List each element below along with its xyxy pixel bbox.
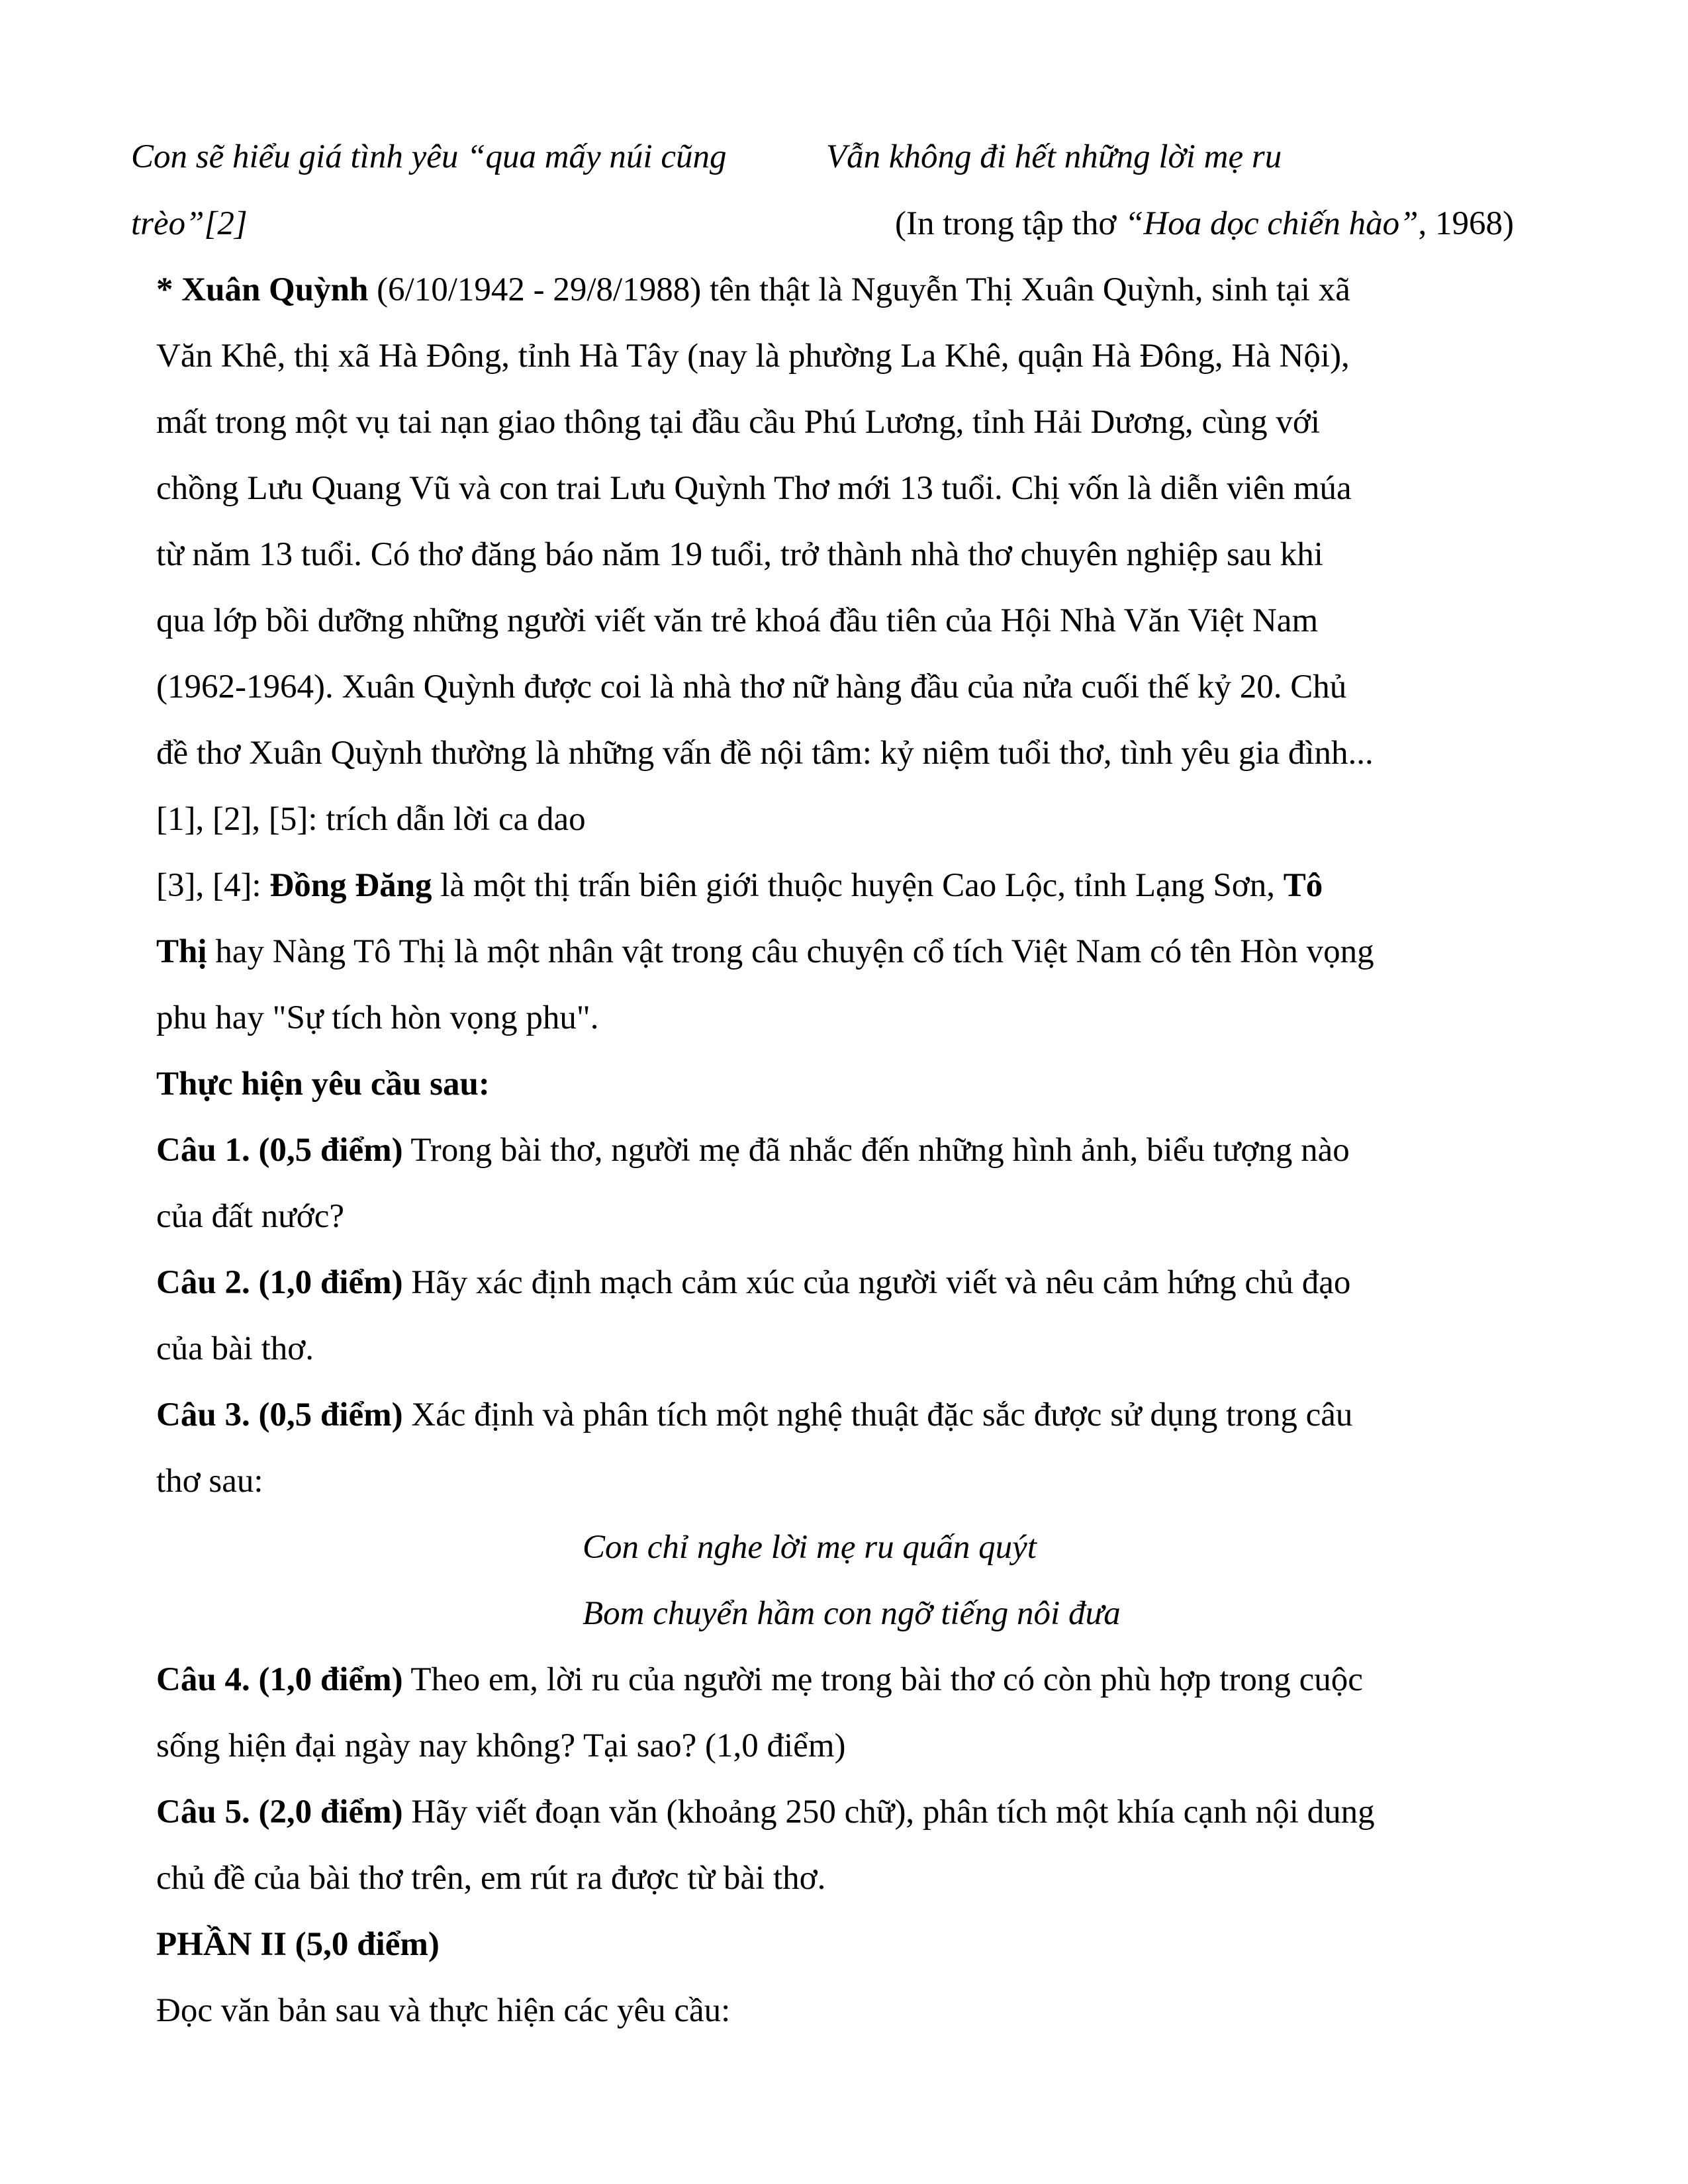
reference-3-4-prefix: [3], [4]: bbox=[156, 867, 270, 904]
verse-line-1: Con chỉ nghe lời mẹ ru quấn quýt bbox=[583, 1529, 1037, 1566]
question-2-text: Hãy xác định mạch cảm xúc của người viết và nêu cảm hứng chủ đạo bbox=[402, 1264, 1351, 1301]
poem-line-left-2: trèo”[2] bbox=[131, 205, 248, 242]
question-1-text: Trong bài thơ, người mẹ đã nhắc đến những hình ảnh, biểu tượng nào bbox=[402, 1132, 1350, 1169]
verse-line-2: Bom chuyển hầm con ngỡ tiếng nôi đưa bbox=[583, 1595, 1121, 1632]
question-5-cont: chủ đề của bài thơ trên, em rút ra được từ bài thơ. bbox=[156, 1860, 826, 1897]
question-1-cont: của đất nước? bbox=[156, 1198, 344, 1235]
question-1-label: Câu 1. (0,5 điểm) bbox=[156, 1132, 403, 1169]
poem-source-title: “Hoa dọc chiến hào” bbox=[1125, 205, 1419, 242]
question-4-text: Theo em, lời ru của người mẹ trong bài thơ có còn phù hợp trong cuộc bbox=[402, 1661, 1363, 1698]
tasks-heading: Thực hiện yêu cầu sau: bbox=[156, 1066, 490, 1103]
question-3-cont: thơ sau: bbox=[156, 1463, 263, 1500]
author-line: đề thơ Xuân Quỳnh thường là những vấn đề nội tâm: kỷ niệm tuổi thơ, tình yêu gia đình... bbox=[156, 735, 1374, 772]
reference-1-2-5: [1], [2], [5]: trích dẫn lời ca dao bbox=[156, 801, 586, 838]
question-2-cont: của bài thơ. bbox=[156, 1330, 314, 1367]
question-2 bbox=[156, 1266, 1350, 1300]
author-name: Xuân Quỳnh bbox=[181, 271, 369, 308]
author-line: (1962-1964). Xuân Quỳnh được coi là nhà thơ nữ hàng đầu của nửa cuối thế kỷ 20. Chủ bbox=[156, 668, 1347, 705]
part-2-instruction: Đọc văn bản sau và thực hiện các yêu cầu: bbox=[156, 1992, 731, 2029]
poem-source-prefix: (In trong tập thơ bbox=[895, 205, 1125, 242]
author-line: Văn Khê, thị xã Hà Đông, tỉnh Hà Tây (nay là phường La Khê, quận Hà Đông, Hà Nội), bbox=[156, 338, 1350, 375]
question-2-label: Câu 2. (1,0 điểm) bbox=[156, 1264, 403, 1301]
question-5-label: Câu 5. (2,0 điểm) bbox=[156, 1794, 403, 1831]
reference-3-4-line-3: phu hay "Sự tích hòn vọng phu". bbox=[156, 999, 599, 1036]
term-to-thi-b: Thị bbox=[156, 933, 207, 970]
author-line: từ năm 13 tuổi. Có thơ đăng báo năm 19 tuổi, trở thành nhà thơ chuyên nghiệp sau khi bbox=[156, 536, 1323, 573]
reference-3-4-line-2 bbox=[156, 935, 1374, 969]
poem-line-right-1: Vẫn không đi hết những lời mẹ ru bbox=[826, 138, 1282, 175]
reference-3-4-mid: là một thị trấn biên giới thuộc huyện Cao Lộc, tỉnh Lạng Sơn, bbox=[432, 867, 1284, 904]
author-line: mất trong một vụ tai nạn giao thông tại đầu cầu Phú Lương, tỉnh Hải Dương, cùng với bbox=[156, 404, 1321, 441]
question-4-cont: sống hiện đại ngày nay không? Tại sao? (1,0 điểm) bbox=[156, 1727, 846, 1764]
author-line-1: (6/10/1942 - 29/8/1988) tên thật là Nguyễn Thị Xuân Quỳnh, sinh tại xã bbox=[368, 271, 1350, 308]
question-3-label: Câu 3. (0,5 điểm) bbox=[156, 1396, 403, 1433]
question-3-text: Xác định và phân tích một nghệ thuật đặc sắc được sử dụng trong câu bbox=[402, 1396, 1353, 1433]
term-dong-dang: Đồng Đăng bbox=[269, 867, 432, 904]
poem-line-left-1: Con sẽ hiểu giá tình yêu “qua mấy núi cũng bbox=[131, 138, 727, 175]
author-star: * bbox=[156, 271, 182, 308]
author-line: chồng Lưu Quang Vũ và con trai Lưu Quỳnh Thơ mới 13 tuổi. Chị vốn là diễn viên múa bbox=[156, 470, 1352, 507]
term-to-thi-a: Tô bbox=[1283, 867, 1323, 904]
author-line: qua lớp bồi dưỡng những người viết văn trẻ khoá đầu tiên của Hội Nhà Văn Việt Nam bbox=[156, 602, 1319, 639]
reference-3-4-rest: hay Nàng Tô Thị là một nhân vật trong câu chuyện cổ tích Việt Nam có tên Hòn vọng bbox=[207, 933, 1374, 970]
part-2-heading: PHẦN II (5,0 điểm) bbox=[156, 1926, 440, 1963]
question-5-text: Hãy viết đoạn văn (khoảng 250 chữ), phân tích một khía cạnh nội dung bbox=[402, 1794, 1375, 1831]
question-1 bbox=[156, 1134, 1350, 1167]
question-4 bbox=[156, 1663, 1363, 1697]
poem-source-suffix: , 1968) bbox=[1418, 205, 1514, 242]
poem-source bbox=[895, 207, 1514, 241]
question-3 bbox=[156, 1398, 1352, 1432]
question-5 bbox=[156, 1796, 1375, 1829]
question-4-label: Câu 4. (1,0 điểm) bbox=[156, 1661, 403, 1698]
author-note-line bbox=[156, 273, 1350, 307]
reference-3-4-line-1 bbox=[156, 869, 1323, 903]
